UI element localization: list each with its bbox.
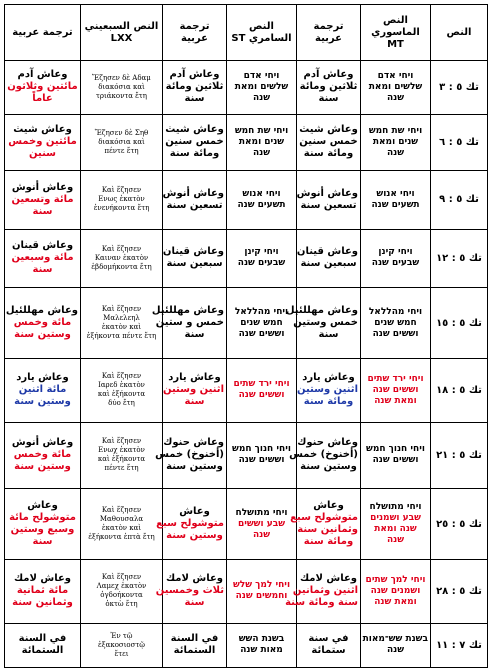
- cell-line: ומאת שנה: [374, 395, 417, 406]
- cell-line: בשנת השש: [238, 634, 285, 645]
- cell-line: שנה: [252, 92, 271, 103]
- samaritan-text-cell: [227, 288, 297, 359]
- cell-line: ἔτει: [114, 649, 129, 658]
- cell-line: Καὶ ἔζησεν: [101, 305, 142, 314]
- table-row: [5, 171, 488, 230]
- samaritan-text-cell: [227, 61, 297, 115]
- cell-line: (أخنوخ) خمس: [289, 449, 358, 461]
- samaritan-text-cell: [227, 422, 297, 489]
- cell-line: في السنة: [170, 633, 219, 645]
- cell-line: سبعين سنة: [300, 258, 357, 270]
- cell-line: δύο ἔτη: [108, 399, 135, 408]
- cell-line: ἑκατὸν καὶ: [101, 323, 142, 332]
- reference-cell: تك ٥ : ٦: [431, 114, 488, 171]
- cell-line: חמש שנים: [240, 317, 283, 328]
- cell-line: וששים שנה: [372, 328, 419, 339]
- cell-line: διακόσια καὶ: [98, 82, 145, 91]
- cell-line: שנה: [252, 529, 271, 540]
- masoretic-translation-cell: [297, 61, 361, 115]
- septuagint-text-cell: [81, 358, 163, 422]
- table-body: [5, 61, 488, 668]
- cell-line: ויחי שת חמש: [234, 125, 289, 136]
- septuagint-text-cell: [81, 559, 163, 623]
- cell-line: وعاش مهللئيل: [151, 305, 224, 317]
- header-septuagint-text: النص السبعيني LXX: [81, 5, 163, 61]
- cell-line: ὀκτὼ ἔτη: [105, 600, 138, 609]
- masoretic-translation-cell: [297, 171, 361, 230]
- samaritan-translation-cell: [163, 623, 227, 668]
- septuagint-translation-cell: [5, 489, 81, 560]
- header-masoretic-text: النص الماسوري MT: [361, 5, 431, 61]
- cell-line: שנה: [252, 147, 271, 158]
- cell-line: وعاش لامك: [13, 573, 72, 585]
- samaritan-translation-cell: [155, 559, 227, 623]
- header-septuagint-translation: ترجمة عربية: [5, 5, 81, 61]
- cell-line: وعاش آدم: [17, 69, 68, 81]
- masoretic-text-cell: [361, 171, 431, 230]
- cell-line: عاماً: [32, 93, 53, 105]
- septuagint-translation-cell: [5, 61, 81, 115]
- cell-line: وعاش لامك: [299, 573, 358, 585]
- cell-line: ויחי שת חמש: [368, 125, 423, 136]
- cell-line: وعاش: [313, 500, 344, 512]
- cell-line: سبعين سنة: [166, 258, 223, 270]
- septuagint-translation-cell: [5, 114, 81, 171]
- cell-line: خمس سنين: [165, 136, 224, 148]
- septuagint-translation-cell: [5, 559, 81, 623]
- samaritan-translation-cell: [151, 288, 227, 359]
- reference-cell: تك ٥ : ٣: [431, 61, 488, 115]
- reference-cell: تك ٥ : ٩: [431, 171, 488, 230]
- cell-line: مائة ثمانية: [16, 585, 69, 597]
- cell-line: ויחי אנוש: [376, 188, 415, 199]
- comparison-table: [4, 4, 488, 668]
- cell-line: שנה: [386, 535, 405, 546]
- cell-line: תשעים שנה: [371, 199, 420, 210]
- septuagint-translation-cell: [5, 358, 81, 422]
- cell-line: الستمائة: [173, 645, 216, 657]
- cell-line: וחמשים שנה: [235, 591, 288, 602]
- cell-line: ومائة سنة: [303, 396, 354, 408]
- cell-line: ויחי ירד שתים: [367, 373, 424, 384]
- samaritan-text-cell: [227, 559, 297, 623]
- samaritan-text-cell: [227, 171, 297, 230]
- cell-line: πέντε ἔτη: [104, 464, 139, 473]
- cell-line: Ενωχ ἑκατὸν: [98, 446, 145, 455]
- cell-line: وعاش أنوش: [296, 187, 358, 199]
- cell-line: مائة وخمس: [13, 449, 72, 461]
- cell-line: שנה: [386, 92, 405, 103]
- cell-line: وستين سنة: [14, 329, 71, 341]
- cell-line: ושמנים שנה: [370, 585, 421, 596]
- cell-line: שבעים שנה: [371, 258, 420, 269]
- cell-line: سنة: [184, 597, 205, 609]
- cell-line: Καὶ ἔζησεν: [101, 244, 142, 253]
- cell-line: ויחי מתושלח: [369, 502, 422, 513]
- samaritan-text-cell: [227, 229, 297, 288]
- table-row: [5, 559, 488, 623]
- cell-line: سنة: [32, 536, 53, 548]
- masoretic-text-cell: [361, 358, 431, 422]
- septuagint-text-cell: [81, 623, 163, 668]
- cell-line: ויחי אדם: [377, 70, 414, 81]
- cell-line: Μαθουσαλα: [99, 515, 144, 524]
- cell-line: Καὶ ἔζησεν: [101, 372, 142, 381]
- cell-line: ومائة سنة: [169, 148, 220, 160]
- samaritan-translation-cell: [163, 229, 227, 288]
- cell-line: تسعين سنة: [166, 199, 223, 211]
- samaritan-translation-cell: [155, 422, 227, 489]
- cell-line: Ἐν τῷ: [110, 631, 133, 640]
- samaritan-translation-cell: [163, 61, 227, 115]
- table-row: [5, 288, 488, 359]
- cell-line: وثمانين سنة: [12, 597, 73, 609]
- cell-line: ויחי חנוך חמש: [232, 444, 291, 455]
- cell-line: ستمائة: [311, 645, 346, 657]
- cell-line: ἑξήκοντα ἑπτὰ ἔτη: [88, 533, 155, 542]
- cell-line: שנים ומאת: [238, 136, 285, 147]
- samaritan-text-cell: [227, 489, 297, 560]
- masoretic-translation-cell: [290, 489, 361, 560]
- cell-line: سنة: [184, 93, 205, 105]
- cell-line: مائة وسبعين: [11, 252, 74, 264]
- septuagint-translation-cell: [5, 171, 81, 230]
- cell-line: Καὶ ἔζησεν: [101, 437, 142, 446]
- cell-line: καὶ ἑξήκοντα: [97, 390, 146, 399]
- cell-line: الستمائة: [21, 645, 64, 657]
- cell-line: وعاش مهللئيل: [285, 305, 358, 317]
- cell-line: πέντε ἔτη: [104, 146, 139, 155]
- cell-line: וששים שנה: [372, 384, 419, 395]
- cell-line: وستين سنة: [14, 396, 71, 408]
- septuagint-text-cell: [81, 422, 163, 489]
- cell-line: وعاش يارد: [302, 372, 355, 384]
- masoretic-translation-cell: [285, 559, 361, 623]
- cell-line: ثلاثين ومائة: [299, 81, 358, 93]
- cell-line: ויחי חנוך חמש: [366, 444, 425, 455]
- cell-line: ἑξακοσιοστῷ: [97, 640, 146, 649]
- cell-line: مائة وخمس: [13, 317, 72, 329]
- cell-line: ἑβδομήκοντα ἔτη: [91, 262, 152, 271]
- masoretic-translation-cell: [297, 229, 361, 288]
- cell-line: وثمانين سنة: [297, 524, 358, 536]
- cell-line: وعاش أنوش: [11, 437, 74, 449]
- table-row: [5, 358, 488, 422]
- masoretic-translation-cell: [289, 422, 361, 489]
- cell-line: وعاش قينان: [162, 246, 224, 258]
- table-row: [5, 114, 488, 171]
- cell-line: سنة: [318, 329, 339, 341]
- masoretic-text-cell: [361, 623, 431, 668]
- cell-line: Λαμεχ ἑκατὸν: [96, 582, 147, 591]
- cell-line: سنة ومائة سنة: [285, 597, 358, 609]
- cell-line: וששים שנה: [238, 328, 285, 339]
- samaritan-translation-cell: [163, 114, 227, 171]
- cell-line: καὶ ἑξήκοντα: [97, 455, 146, 464]
- cell-line: ثلاثين ومائة: [165, 81, 224, 93]
- cell-line: متوشولح مائة: [9, 512, 76, 524]
- cell-line: وعاش يارد: [168, 372, 221, 384]
- cell-line: متوشولح سبع: [156, 518, 224, 530]
- cell-line: وسبع وستين: [10, 524, 75, 536]
- cell-line: וששים שנה: [372, 455, 419, 466]
- cell-line: سنة: [318, 93, 339, 105]
- samaritan-translation-cell: [163, 171, 227, 230]
- cell-line: وعاش لامك: [165, 573, 224, 585]
- cell-line: Καιναν ἑκατὸν: [94, 253, 149, 262]
- cell-line: ויחי מהללאל: [234, 306, 289, 317]
- septuagint-text-cell: [81, 229, 163, 288]
- samaritan-text-cell: [227, 623, 297, 668]
- cell-line: خمس وستين: [293, 317, 358, 329]
- cell-line: וששים שנה: [238, 390, 285, 401]
- septuagint-text-cell: [81, 171, 163, 230]
- cell-line: وستين سنة: [300, 461, 357, 473]
- cell-line: שנה: [386, 147, 405, 158]
- cell-line: ויחי ירד שתים: [233, 379, 290, 390]
- cell-line: وعاش يارد: [16, 372, 69, 384]
- septuagint-translation-cell: [5, 229, 81, 288]
- masoretic-translation-cell: [297, 114, 361, 171]
- cell-line: ויחי קינן: [378, 247, 413, 258]
- cell-line: תשעים שנה: [237, 199, 286, 210]
- cell-line: سنة: [32, 205, 53, 217]
- cell-line: Ενως ἑκατὸν: [98, 195, 145, 204]
- samaritan-text-cell: [227, 358, 297, 422]
- cell-line: وعاش آدم: [169, 69, 220, 81]
- cell-line: وعاش حنوك: [297, 437, 358, 449]
- cell-line: שבע וששים: [237, 518, 286, 529]
- cell-line: مائتين وخمس: [8, 136, 77, 148]
- samaritan-translation-cell: [163, 358, 227, 422]
- cell-line: ἑκατὸν καὶ: [101, 524, 142, 533]
- cell-line: في السنة: [18, 633, 67, 645]
- masoretic-text-cell: [361, 288, 431, 359]
- septuagint-translation-cell: [5, 623, 81, 668]
- cell-line: ויחי אנוש: [242, 188, 281, 199]
- cell-line: وعاش أنوش: [162, 187, 224, 199]
- masoretic-translation-cell: [297, 623, 361, 668]
- cell-line: חמש שנים: [374, 317, 417, 328]
- septuagint-text-cell: [81, 114, 163, 171]
- cell-line: وستين سنة: [166, 461, 223, 473]
- cell-line: وعاش شيث: [299, 124, 358, 136]
- cell-line: ויחי למך שלש: [232, 580, 291, 591]
- septuagint-translation-cell: [5, 422, 81, 489]
- cell-line: سنة: [32, 264, 53, 276]
- reference-cell: تك ٥ : ٢٥: [431, 489, 488, 560]
- cell-line: בשנת שש־מאות: [362, 634, 428, 645]
- cell-line: (أخنوخ) خمس: [155, 449, 224, 461]
- septuagint-translation-cell: [5, 288, 81, 359]
- cell-line: وعاش قينان: [11, 240, 74, 252]
- cell-line: مائة وتسعين: [11, 193, 74, 205]
- masoretic-text-cell: [361, 422, 431, 489]
- cell-line: سنة: [184, 329, 205, 341]
- cell-line: وعاش آدم: [303, 69, 354, 81]
- table-row: [5, 489, 488, 560]
- reference-cell: تك ٥ : ١٢: [431, 229, 488, 288]
- cell-line: ὀγδοήκοντα: [100, 591, 143, 600]
- cell-line: Ιαρεδ ἑκατὸν: [98, 381, 145, 390]
- cell-line: وعاش: [27, 500, 58, 512]
- cell-line: ومائة سنة: [303, 148, 354, 160]
- cell-line: ثلاث وخمسين: [155, 585, 224, 597]
- cell-line: مائة اثنين: [18, 384, 67, 396]
- cell-line: Καὶ ἔζησεν: [101, 186, 142, 195]
- cell-line: ויחי אדם: [243, 70, 280, 81]
- samaritan-translation-cell: [156, 489, 227, 560]
- cell-line: وستين سنة: [166, 530, 223, 542]
- header-samaritan-text: النص السامري ST: [227, 5, 297, 61]
- cell-line: Καὶ ἔζησεν: [101, 573, 142, 582]
- cell-line: تسعين سنة: [300, 199, 357, 211]
- cell-line: ومائة سنة: [303, 536, 354, 548]
- cell-line: שנה ומאת: [374, 524, 417, 535]
- masoretic-translation-cell: [285, 288, 361, 359]
- masoretic-text-cell: [361, 229, 431, 288]
- cell-line: وعاش شيث: [165, 124, 224, 136]
- septuagint-text-cell: [81, 61, 163, 115]
- cell-line: وعاش مهللئيل: [5, 305, 78, 317]
- cell-line: في سنة: [308, 633, 349, 645]
- masoretic-text-cell: [361, 61, 431, 115]
- cell-line: وعاش قينان: [296, 246, 358, 258]
- cell-line: ויחי למך שתים: [365, 574, 426, 585]
- cell-line: وعاش حنوك: [163, 437, 224, 449]
- cell-line: اثنين وستين: [296, 384, 358, 396]
- table-row: [5, 61, 488, 115]
- reference-cell: تك ٥ : ٢٨: [431, 559, 488, 623]
- cell-line: שבעים שנה: [237, 258, 286, 269]
- cell-line: خمس و ستين: [155, 317, 224, 329]
- reference-cell: تك ٥ : ١٨: [431, 358, 488, 422]
- cell-line: ἐνενήκοντα ἔτη: [93, 204, 150, 213]
- cell-line: سنة: [184, 396, 205, 408]
- cell-line: שלשים ומאת: [368, 81, 423, 92]
- cell-line: وعاش شيث: [13, 124, 72, 136]
- cell-line: سنين: [29, 148, 56, 160]
- cell-line: Ἔζησεν δὲ Σηθ: [94, 128, 149, 137]
- header-samaritan-translation: ترجمة عربية: [163, 5, 227, 61]
- cell-line: وعاش: [179, 506, 210, 518]
- cell-line: ומאת שנה: [374, 596, 417, 607]
- header-reference: النص: [431, 5, 488, 61]
- septuagint-text-cell: [81, 489, 163, 560]
- cell-line: שנה: [386, 645, 405, 656]
- cell-line: اثنين وستين: [162, 384, 224, 396]
- cell-line: וששים שנה: [238, 455, 285, 466]
- cell-line: Καὶ ἔζησεν: [101, 506, 142, 515]
- cell-line: ויחי מתושלח: [235, 507, 288, 518]
- cell-line: διακόσια καὶ: [98, 137, 145, 146]
- cell-line: ויחי מהללאל: [368, 306, 423, 317]
- cell-line: مائتين وثلاثون: [7, 81, 78, 93]
- masoretic-translation-cell: [297, 358, 361, 422]
- samaritan-text-cell: [227, 114, 297, 171]
- reference-cell: تك ٧ : ١١: [431, 623, 488, 668]
- cell-line: اثنين وثمانين: [292, 585, 358, 597]
- cell-line: τριάκοντα ἔτη: [96, 91, 147, 100]
- cell-line: Μαλελεηλ: [103, 314, 140, 323]
- septuagint-text-cell: [81, 288, 163, 359]
- table-row: [5, 623, 488, 668]
- cell-line: שנים ומאת: [372, 136, 419, 147]
- cell-line: שלשים ומאת: [234, 81, 289, 92]
- cell-line: Ἔζησεν δὲ Αδαμ: [92, 73, 151, 82]
- header-masoretic-translation: ترجمة عربية: [297, 5, 361, 61]
- masoretic-text-cell: [361, 559, 431, 623]
- cell-line: ἑξήκοντα πέντε ἔτη: [86, 332, 157, 341]
- cell-line: ויחי קינן: [244, 247, 279, 258]
- cell-line: وستين سنة: [14, 461, 71, 473]
- cell-line: מאות שנה: [240, 645, 283, 656]
- table-row: [5, 422, 488, 489]
- masoretic-text-cell: [361, 114, 431, 171]
- cell-line: متوشولح سبع: [290, 512, 358, 524]
- table-row: [5, 229, 488, 288]
- masoretic-text-cell: [361, 489, 431, 560]
- header-row: [5, 5, 488, 61]
- reference-cell: تك ٥ : ٢١: [431, 422, 488, 489]
- cell-line: خمس سنين: [299, 136, 358, 148]
- cell-line: שבע ושמנים: [370, 513, 421, 524]
- reference-cell: تك ٥ : ١٥: [431, 288, 488, 359]
- cell-line: وعاش أنوش: [11, 181, 74, 193]
